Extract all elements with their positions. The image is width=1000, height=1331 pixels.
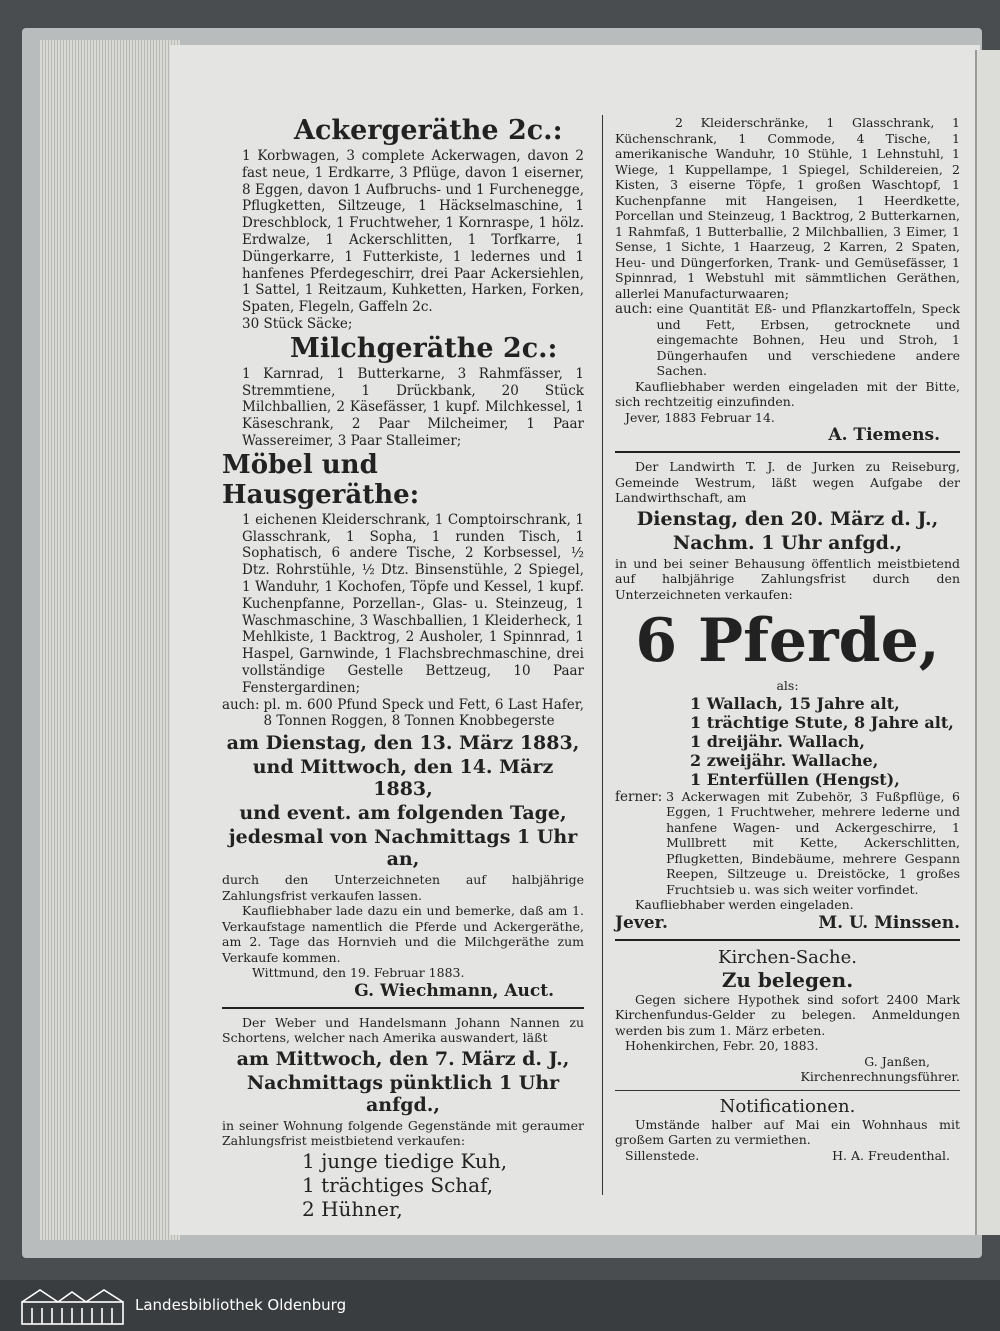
ad2-terms: in seiner Wohnung folgende Gegenstände mit geraumer Zahlungsfrist meistbietend verkaufen: (222, 1117, 584, 1149)
horse-item: 2 zweijähr. Wallache, (690, 750, 879, 770)
acker-extra: 30 Stück Säcke; (242, 315, 353, 332)
column-divider (602, 115, 603, 1195)
heading-milchgeraethe: Milchgeräthe 2c.: (290, 332, 558, 364)
signature-minssen: M. U. Minssen. (818, 912, 960, 933)
ferner-label: ferner: (615, 788, 663, 805)
auch-text: pl. m. 600 Pfund Speck und Fett, 6 Last Hafer, 8 Tonnen Roggen, 8 Tonnen Knobbegerste (263, 696, 584, 730)
auction-date-1: am Dienstag, den 13. März 1883, (226, 732, 580, 755)
kirchen-subtitle: Zu belegen. (721, 967, 854, 992)
kirchen-sig-name: G. Janßen, (864, 1053, 930, 1069)
separator (615, 451, 960, 453)
auch-text-right: eine Quantität Eß- und Pflanzkartoffeln, Speck und Fett, Erbsen, getrocknete und eingemachte Bohnen, Heu und Stroh, 1 Düngerhaufen und verschiedene andere Sachen. (656, 301, 960, 378)
ad3-intro: Der Landwirth T. J. de Jurken zu Reiseburg, Gemeinde Westrum, läßt wegen Aufgabe der Landwirthschaft, am (615, 459, 960, 505)
auch-label: auch: (222, 696, 260, 713)
ad2-date-1: am Mittwoch, den 7. März d. J., (236, 1047, 570, 1070)
library-building-icon (20, 1286, 125, 1326)
next-page-edge (975, 50, 1000, 1235)
notifications-signature: H. A. Freudenthal. (832, 1147, 950, 1163)
note2-right: Kaufliebhaber werden eingeladen. (635, 897, 854, 912)
ad3-date-2: Nachm. 1 Uhr anfgd., (672, 531, 903, 554)
place-date: Wittmund, den 19. Februar 1883. (252, 965, 465, 981)
separator (222, 1007, 584, 1009)
signature-tiemens: A. Tiemens. (828, 425, 940, 445)
page-edges (40, 40, 180, 1240)
auction-date-2: und Mittwoch, den 14. März 1883, (252, 756, 554, 801)
kirchen-title: Kirchen-Sache. (718, 946, 857, 968)
footer-bar (0, 1280, 1000, 1331)
place-date-right: Jever, 1883 Februar 14. (625, 409, 775, 425)
horses-title: 6 Pferde, (635, 606, 940, 676)
ferner-row (615, 789, 960, 898)
acker-list: 1 Korbwagen, 3 complete Ackerwagen, davon 2 fast neue, 1 Erdkarre, 3 Pflüge, davon 1 eiserner, 8 Eggen, davon 1 Aufbruchs- und 1 Furchenegge, Pflugketten, Siltzeuge, 1 Häckselmaschine, 1 Dreschblock, 1 Fruchtweher, 1 Kornraspe, 1 hölz. Erdwalze, 1 Ackerschlitten, 1 Torfkarre, 1 Düngerkarre, 1 Futterkiste, 1 ledernes und 1 hanfenes Pferdegeschirr, drei Paar Ackersiehlen, 1 Sattel, 1 Reitzaum, Kuhketten, Harken, Forken, Spaten, Flegeln, Gaffeln 2c. (242, 148, 584, 316)
note-right: Kaufliebhaber werden eingeladen mit der Bitte, sich rechtzeitig einzufinden. (615, 378, 960, 409)
auction-date-4: jedesmal von Nachmittags 1 Uhr an, (228, 826, 578, 871)
horse-item: 1 Enterfüllen (Hengst), (690, 769, 900, 789)
kirchen-place: Hohenkirchen, Febr. 20, 1883. (625, 1038, 819, 1053)
ad3-date-1: Dienstag, den 20. März d. J., (636, 507, 939, 530)
separator (615, 939, 960, 941)
heading-moebel: Möbel und Hausgeräthe: (222, 449, 420, 510)
auction-note: Kaufliebhaber lade dazu ein und bemerke, daß am 1. Verkaufstage namentlich die Pferde und Ackergeräthe, am 2. Tage das Hornvieh und die Milchgeräthe zum Verkaufe kommen. (222, 903, 584, 965)
notifications-signature-row (615, 1148, 960, 1164)
notifications-title: Notificationen. (719, 1095, 856, 1117)
horse-item: 1 dreijähr. Wallach, (690, 731, 865, 751)
kirchen-sig-title: Kirchenrechnungsführer. (800, 1069, 960, 1084)
milch-list: 1 Karnrad, 1 Butterkarne, 3 Rahmfässer, 1 Stremmtiene, 1 Drückbank, 20 Stück Milchballien, 2 Käsefässer, 1 kupf. Milchkessel, 1 Käseschrank, 2 Paar Milcheimer, 1 Paar Wassereimer, 3 Paar Stalleimer; (242, 365, 584, 449)
ferner-text: 3 Ackerwagen mit Zubehör, 3 Fußpflüge, 6 Eggen, 1 Fruchtweher, mehrere lederne und hanfene Wagen- und Ackergeschirre, 1 Mullbrett mit Kette, Ackerschlitten, Pflugketten, Bindebäume, mehrere Gespann Reepen, Siltzeuge u. Dreistöcke, 1 großes Fruchtsieb u. was sich weiter vorfindet. (666, 788, 960, 897)
kirchen-body: Gegen sichere Hypothek sind sofort 2400 Mark Kirchenfundus-Gelder zu belegen. Anmeldungen werden bis zum 1. März erbeten. (615, 991, 960, 1038)
ad2-intro: Der Weber und Handelsmann Johann Nannen zu Schortens, welcher nach Amerika auswandert, läßt (222, 1014, 584, 1046)
separator (615, 1090, 960, 1091)
als-label: als: (776, 678, 799, 693)
right-column (615, 115, 960, 1163)
auch-label-right: auch: (615, 301, 653, 317)
newspaper-page (170, 45, 980, 1235)
heading-ackergeraethe: Ackergeräthe 2c.: (294, 115, 563, 146)
ad2-date-2: Nachmittags pünktlich 1 Uhr anfgd., (246, 1071, 560, 1116)
signature-wiechmann: G. Wiechmann, Auct. (354, 980, 554, 1001)
ad2-item: 1 junge tiedige Kuh, (302, 1148, 508, 1173)
ad2-item: 1 trächtiges Schaf, (302, 1172, 494, 1197)
notifications-body: Umstände halber auf Mai ein Wohnhaus mit großem Garten zu vermiethen. (615, 1116, 960, 1147)
left-column (222, 115, 584, 1221)
library-name[interactable]: Landesbibliothek Oldenburg (135, 1296, 347, 1314)
auch-row-right (615, 301, 960, 379)
place-jever: Jever. (615, 912, 668, 933)
horse-item: 1 Wallach, 15 Jahre alt, (690, 693, 900, 713)
continued-list: 2 Kleiderschränke, 1 Glasschrank, 1 Küchenschrank, 1 Commode, 4 Tische, 1 amerikanische Wanduhr, 10 Stühle, 1 Lehnstuhl, 1 Wiege, 1 Kuppellampe, 1 Spiegel, Schildereien, 2 Kisten, 3 eiserne Töpfe, 1 großen Waschtopf, 1 Kuchenpfanne mit Hangeisen, 1 Heerdkette, Porcellan und Steinzeug, 1 Backtrog, 2 Butterkarnen, 1 Rahmfaß, 1 Butterballie, 2 Milchballien, 3 Eimer, 1 Sense, 1 Sichte, 1 Haarzeug, 2 Karren, 2 Spaten, Heu- und Düngerforken, Trank- und Gemüsefässer, 1 Spinnrad, 1 Webstuhl mit sämmtlichen Geräthen, allerlei Manufacturwaaren; (615, 115, 960, 301)
horse-item: 1 trächtige Stute, 8 Jahre alt, (690, 712, 954, 732)
ad3-terms: in und bei seiner Behausung öffentlich meistbietend auf halbjährige Zahlungsfrist durch den Unterzeichneten verkaufen: (615, 555, 960, 602)
moebel-list: 1 eichenen Kleiderschrank, 1 Comptoirschrank, 1 Glasschrank, 1 Sopha, 1 runden Tisch, 1 Sophatisch, 6 andere Tische, 2 Korbsessel, ½ Dtz. Rohrstühle, ½ Dtz. Binsenstühle, 2 Spiegel, 1 Wanduhr, 1 Kochofen, Töpfe und Kessel, 1 kupf. Kuchenpfanne, Porzellan-, Glas- u. Steinzeug, 1 Waschmaschine, 3 Waschballien, 1 Kleiderheck, 1 Mehlkiste, 1 Backtrog, 2 Ausholer, 1 Spinnrad, 1 Haspel, Garnwinde, 1 Flachsbrechmaschine, drei vollständige Gestelle Bettzeug, 10 Paar Fenstergardinen; (242, 511, 584, 696)
ad3-signature-row (615, 913, 960, 933)
auction-terms: durch den Unterzeichneten auf halbjährige Zahlungsfrist verkaufen lassen. (222, 872, 584, 903)
notifications-place: Sillenstede. (625, 1147, 700, 1163)
auch-row (222, 697, 584, 731)
ad2-item: 2 Hühner, (302, 1196, 403, 1221)
auction-date-3: und event. am folgenden Tage, (239, 802, 567, 825)
